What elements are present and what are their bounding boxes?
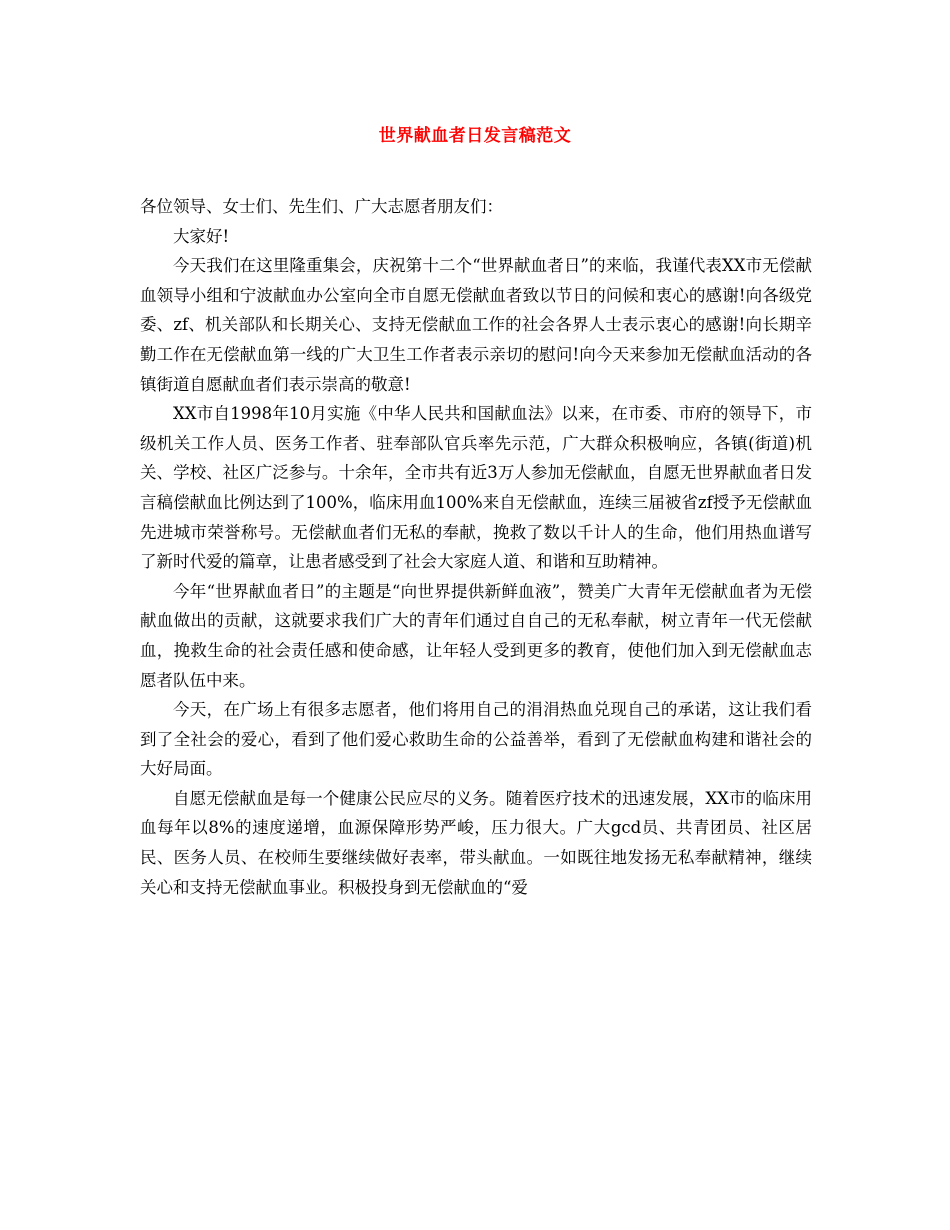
paragraph-duty: 自愿无偿献血是每一个健康公民应尽的义务。随着医疗技术的迅速发展，XX市的临床用血每年以8%的速度递增，血源保障形势严峻，压力很大。广大gcd员、共青团员、社区居民、医务人员、在校师生要继续做好表率，带头献血。一如既往地发扬无私奉献精神，继续关心和支持无偿献血事业。积极投身到无偿献血的“爱 bbox=[140, 788, 812, 897]
document-title: 世界献血者日发言稿范文 bbox=[378, 126, 572, 146]
paragraph-history: XX市自1998年10月实施《中华人民共和国献血法》以来，在市委、市府的领导下，市级机关工作人员、医务工作者、驻奉部队官兵率先示范，广大群众积极响应，各镇(街道)机关、学校、社区广泛参与。十余年，全市共有近3万人参加无偿献血，自愿无世界献血者日发言稿偿献血比例达到了100%，临床用血100%来自无偿献血，连续三届被省zf授予无偿献血先进城市荣誉称号。无偿献血者们无私的奉献，挽救了数以千计人的生命，他们用热血谱写了新时代爱的篇章，让患者感受到了社会大家庭人道、和谐和互助精神。 bbox=[140, 404, 812, 572]
paragraph-opening: 今天我们在这里隆重集会，庆祝第十二个“世界献血者日”的来临，我谨代表XX市无偿献血领导小组和宁波献血办公室向全市自愿无偿献血者致以节日的问候和衷心的感谢!向各级党委、zf、机关部队和长期关心、支持无偿献血工作的社会各界人士表示衷心的感谢!向长期辛勤工作在无偿献血第一线的广大卫生工作者表示亲切的慰问!向今天来参加无偿献血活动的各镇街道自愿献血者们表示崇高的敬意! bbox=[140, 256, 812, 394]
paragraph-greeting: 大家好! bbox=[173, 226, 230, 246]
document-body bbox=[140, 192, 812, 902]
paragraph-volunteers: 今天，在广场上有很多志愿者，他们将用自己的涓涓热血兑现自己的承诺，这让我们看到了全社会的爱心，看到了他们爱心救助生命的公益善举，看到了无偿献血构建和谐社会的大好局面。 bbox=[140, 700, 812, 779]
salutation: 各位领导、女士们、先生们、广大志愿者朋友们： bbox=[140, 197, 503, 216]
paragraph-theme: 今年“世界献血者日”的主题是“向世界提供新鲜血液”，赞美广大青年无偿献血者为无偿献血做出的贡献，这就要求我们广大的青年们通过自自己的无私奉献，树立青年一代无偿献血，挽救生命的社会责任感和使命感，让年轻人受到更多的教育，使他们加入到无偿献血志愿者队伍中来。 bbox=[140, 581, 812, 690]
